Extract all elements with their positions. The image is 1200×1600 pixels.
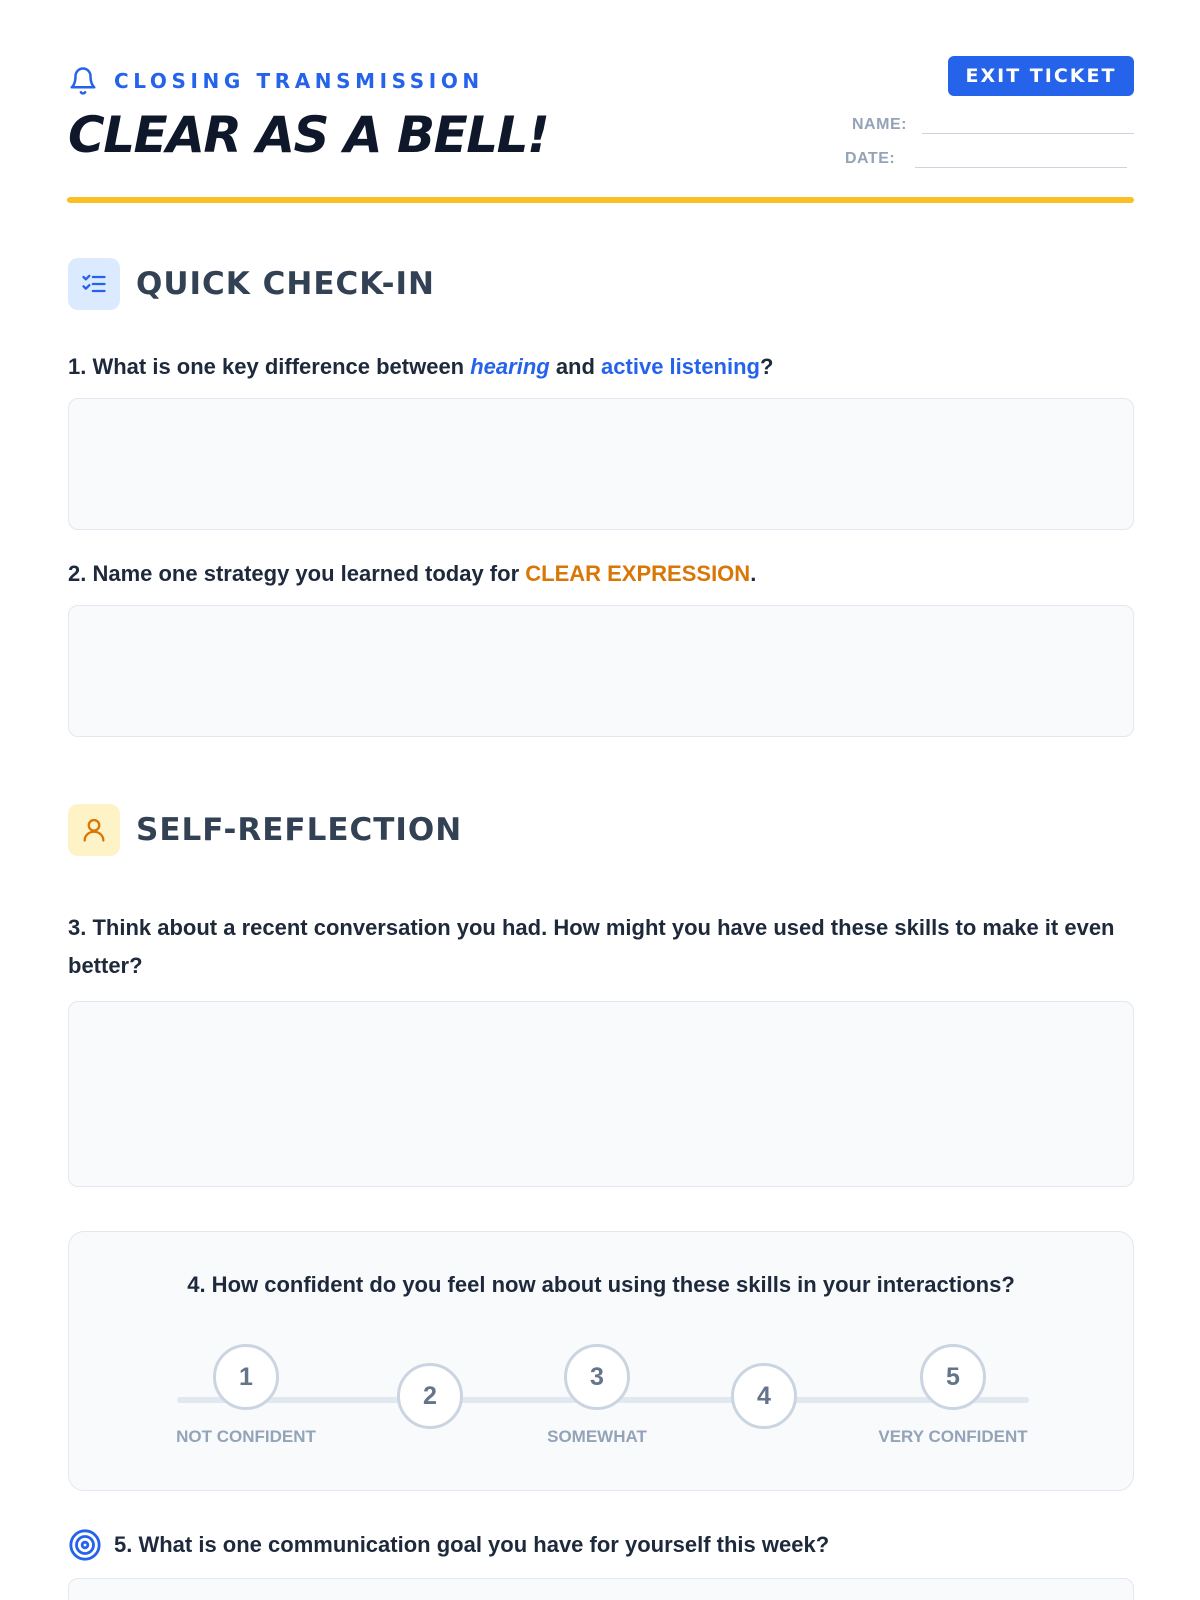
bell-icon xyxy=(68,66,98,96)
question-5-row xyxy=(68,1528,829,1562)
section-self-reflection xyxy=(68,804,462,856)
answer-box-1[interactable] xyxy=(68,398,1134,530)
scale-option-2[interactable]: 2 xyxy=(397,1363,463,1429)
section-title: SELF-REFLECTION xyxy=(136,812,463,848)
date-field[interactable] xyxy=(915,148,1127,168)
answer-box-5[interactable] xyxy=(68,1578,1134,1600)
page-title: CLEAR AS A BELL! xyxy=(68,106,549,164)
answer-box-2[interactable] xyxy=(68,605,1134,737)
date-label: DATE: xyxy=(845,150,896,167)
name-row xyxy=(852,114,1134,134)
q1-middle: and xyxy=(549,354,602,379)
date-row xyxy=(845,148,1127,168)
q1-prefix: 1. What is one key difference between xyxy=(68,354,471,379)
question-3: 3. Think about a recent conversation you had. How might you have used these skills to make it even better? xyxy=(68,915,1115,978)
q1-suffix: ? xyxy=(760,354,774,379)
scale-label-mid: SOMEWHAT xyxy=(547,1427,647,1446)
person-icon xyxy=(68,804,120,856)
q2-prefix: 2. Name one strategy you learned today for xyxy=(68,561,526,586)
target-icon xyxy=(68,1528,102,1562)
scale-option-4[interactable]: 4 xyxy=(731,1363,797,1429)
confidence-panel xyxy=(68,1231,1134,1491)
q2-suffix: . xyxy=(750,561,757,586)
scale-option-5[interactable]: 5 xyxy=(920,1344,986,1410)
question-5: 5. What is one communication goal you have for yourself this week? xyxy=(114,1532,830,1557)
section-quick-check-in xyxy=(68,258,435,310)
question-1 xyxy=(68,348,1134,386)
kicker xyxy=(68,66,484,96)
scale-option-3[interactable]: 3 xyxy=(564,1344,630,1410)
checklist-icon xyxy=(68,258,120,310)
scale-label-low: NOT CONFIDENT xyxy=(176,1427,316,1446)
scale-label-high: VERY CONFIDENT xyxy=(878,1427,1028,1446)
q2-term-clear-expression: CLEAR EXPRESSION xyxy=(525,561,751,586)
question-2 xyxy=(68,555,1134,593)
q1-term-active-listening: active listening xyxy=(601,354,760,379)
answer-box-3[interactable] xyxy=(68,1001,1134,1187)
q1-term-hearing: hearing xyxy=(470,354,550,379)
question-4: 4. How confident do you feel now about using these skills in your interactions? xyxy=(187,1272,1015,1297)
header-divider xyxy=(67,197,1134,203)
exit-ticket-button[interactable]: EXIT TICKET xyxy=(948,56,1134,96)
section-title: QUICK CHECK-IN xyxy=(136,266,435,302)
kicker-text: CLOSING TRANSMISSION xyxy=(114,69,484,93)
name-label: NAME: xyxy=(852,116,907,133)
worksheet-header xyxy=(68,56,1134,206)
scale-option-1[interactable]: 1 xyxy=(213,1344,279,1410)
name-field[interactable] xyxy=(922,114,1134,134)
